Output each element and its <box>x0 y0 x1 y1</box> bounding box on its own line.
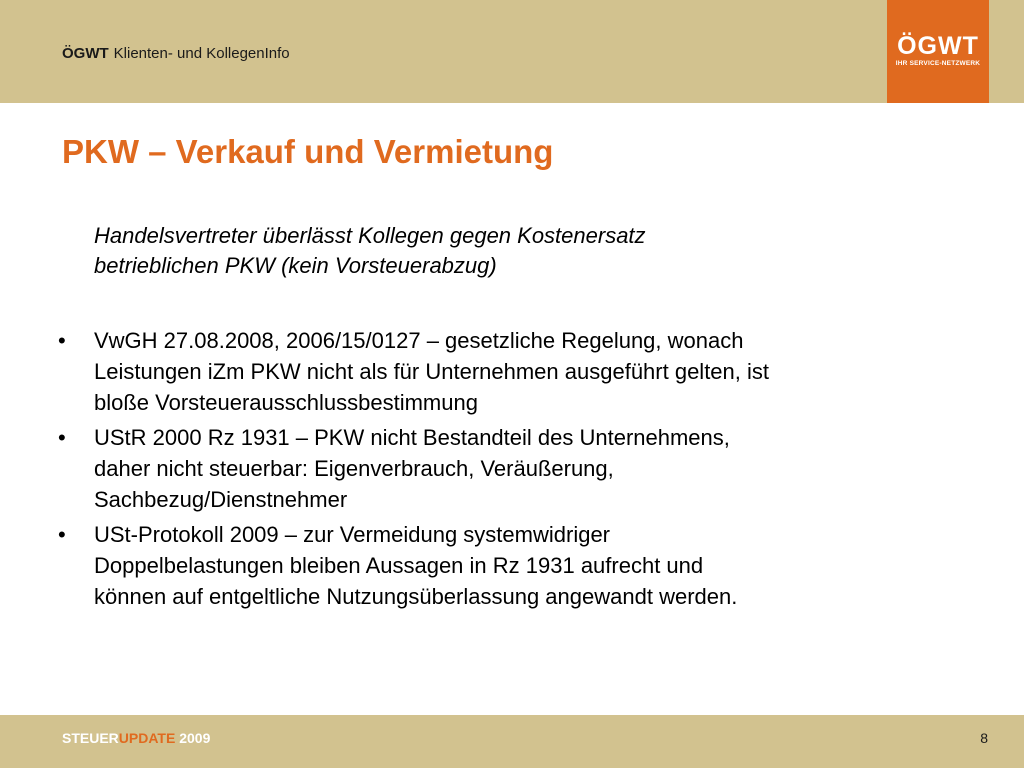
footer-brand-steuer: STEUER <box>62 730 119 746</box>
bullet-icon: • <box>58 425 66 450</box>
bullet-line: bloße Vorsteuerausschlussbestimmung <box>94 390 478 415</box>
header-title <box>62 45 290 62</box>
bullet-icon: • <box>58 522 66 547</box>
slide-subtitle <box>94 221 894 281</box>
bullet-line: daher nicht steuerbar: Eigenverbrauch, Veräußerung, <box>94 456 614 481</box>
bullet-line: Leistungen iZm PKW nicht als für Unternehmen ausgeführt gelten, ist <box>94 359 770 384</box>
bullet-item <box>56 422 976 515</box>
footer-bar <box>0 715 1024 768</box>
footer-brand-year: 2009 <box>175 730 211 746</box>
logo-tagline: IHR SERVICE-NETZWERK <box>895 60 981 67</box>
oegwt-logo <box>887 0 989 103</box>
bullet-line: Doppelbelastungen bleiben Aussagen in Rz 1931 aufrecht und <box>94 553 704 578</box>
bullet-icon: • <box>58 328 66 353</box>
bullet-line: USt-Protokoll 2009 – zur Vermeidung systemwidriger <box>94 522 611 547</box>
slide-title: PKW – Verkauf und Vermietung <box>62 133 554 170</box>
bullet-item <box>56 325 976 418</box>
subtitle-line: Handelsvertreter überlässt Kollegen gegen Kostenersatz <box>94 223 646 248</box>
bullet-line: UStR 2000 Rz 1931 – PKW nicht Bestandteil des Unternehmens, <box>94 425 730 450</box>
subtitle-line: betrieblichen PKW (kein Vorsteuerabzug) <box>94 253 497 278</box>
bullet-line: können auf entgeltliche Nutzungsüberlassung angewandt werden. <box>94 584 738 609</box>
bullet-list <box>56 325 976 616</box>
bullet-line: VwGH 27.08.2008, 2006/15/0127 – gesetzliche Regelung, wonach <box>94 328 744 353</box>
header-brand: ÖGWT <box>62 45 109 62</box>
header-bar <box>0 0 1024 103</box>
footer-brand-update: UPDATE <box>118 730 176 746</box>
page-number: 8 <box>980 730 988 746</box>
logo-wordmark: ÖGWT <box>897 32 979 60</box>
bullet-line: Sachbezug/Dienstnehmer <box>94 487 348 512</box>
bullet-item <box>56 519 976 612</box>
header-subtitle: Klienten- und KollegenInfo <box>113 45 290 62</box>
footer-brand <box>62 730 210 746</box>
